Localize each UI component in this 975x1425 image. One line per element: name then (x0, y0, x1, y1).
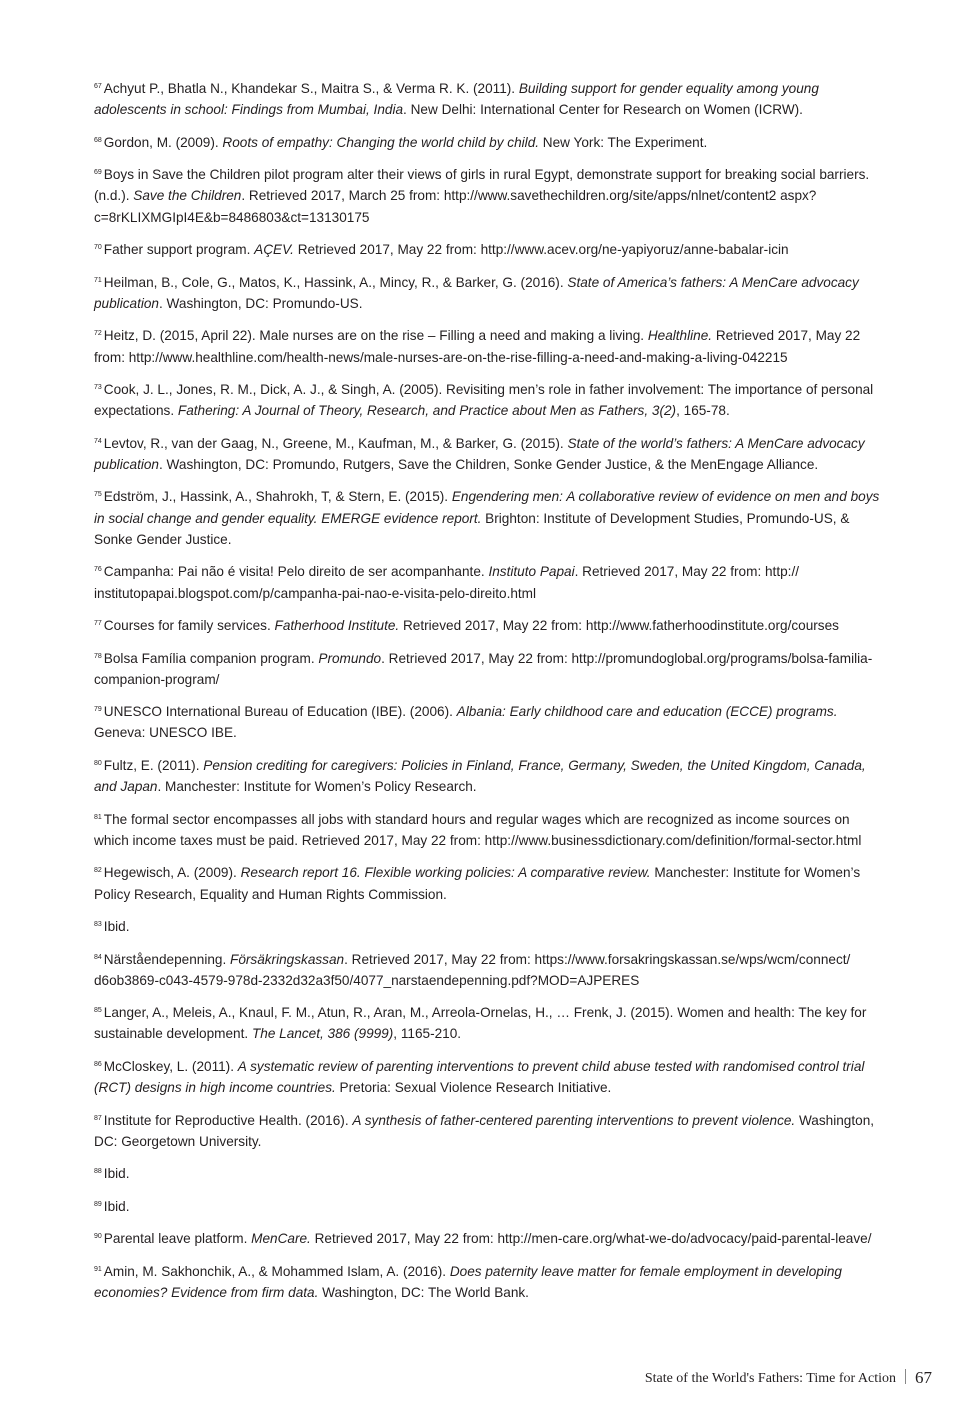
reference-text: Manchester: Institute for Women’s Policy Research, Equality and Human Rights Commission. (94, 865, 861, 902)
reference-text: Retrieved 2017, May 22 from: http://www.acev.org/ne-yapiyoruz/anne-babalar-icin (293, 242, 789, 258)
reference-text: Courses for family services. (103, 618, 275, 634)
reference-text: Brighton: Institute of Development Studies, Promundo-US, & Sonke Gender Justice. (94, 510, 850, 547)
reference-title: Instituto Papai (488, 564, 575, 580)
footnote-number: 78 (94, 652, 102, 660)
reference-item (94, 1196, 884, 1217)
reference-text: Edström, J., Hassink, A., Shahrokh, T, & Stern, E. (2015). (103, 489, 452, 505)
reference-title: The Lancet, 386 (9999) (251, 1026, 394, 1042)
reference-text: Geneva: UNESCO IBE. (94, 725, 237, 741)
reference-title: Promundo (318, 650, 382, 666)
reference-item (94, 239, 884, 260)
reference-title: MenCare. (251, 1231, 311, 1247)
page-footer (560, 1368, 932, 1388)
footnote-number: 86 (94, 1060, 102, 1068)
footnote-number: 72 (94, 330, 102, 338)
reference-text: Heitz, D. (2015, April 22). Male nurses are on the rise – Filling a need and making a living. (103, 328, 648, 344)
reference-text: . Washington, DC: Promundo-US. (159, 295, 363, 311)
reference-title: Fathering: A Journal of Theory, Research, and Practice about Men as Fathers, 3(2) (177, 403, 677, 419)
reference-text: Hegewisch, A. (2009). (103, 865, 241, 881)
reference-text: . New Delhi: International Center for Research on Women (ICRW). (403, 102, 803, 118)
footnote-number: 77 (94, 620, 102, 628)
reference-item (94, 862, 884, 904)
reference-item (94, 949, 884, 991)
footnote-number: 74 (94, 437, 102, 445)
footnote-number: 82 (94, 867, 102, 875)
reference-text: Washington, DC: Georgetown University. (94, 1112, 875, 1149)
reference-text: Ibid. (103, 919, 130, 935)
reference-text: Ibid. (103, 1166, 130, 1182)
footnote-number: 71 (94, 276, 102, 284)
reference-item (94, 325, 884, 367)
reference-item (94, 755, 884, 797)
footnote-number: 85 (94, 1007, 102, 1015)
reference-text: New York: The Experiment. (539, 134, 708, 150)
footer-divider (905, 1369, 906, 1384)
reference-item (94, 272, 884, 314)
reference-item (94, 1228, 884, 1249)
footnote-number: 76 (94, 566, 102, 574)
reference-item (94, 164, 884, 228)
reference-item (94, 1002, 884, 1044)
reference-text: . Washington, DC: Promundo, Rutgers, Save the Children, Sonke Gender Justice, & the MenEngage Alliance. (159, 456, 819, 472)
reference-text: . Retrieved 2017, March 25 from: http://www.savethechildren.org/site/apps/nlnet/content2 aspx?c=8rKLIXMGIpI4E&b=8486803&ct=13130175 (94, 188, 817, 225)
reference-item (94, 561, 884, 603)
page-number: 67 (915, 1368, 932, 1387)
reference-title: Engendering men: A collaborative review of evidence on men and boys in social change and gender equality. EMERGE evidence report. (94, 489, 880, 526)
reference-item (94, 486, 884, 550)
reference-title: Albania: Early childhood care and education (ECCE) programs. (456, 704, 838, 720)
reference-text: Heilman, B., Cole, G., Matos, K., Hassink, A., Mincy, R., & Barker, G. (2016). (103, 274, 568, 290)
footnote-number: 83 (94, 921, 102, 929)
reference-text: Achyut P., Bhatla N., Khandekar S., Maitra S., & Verma R. K. (2011). (103, 81, 519, 96)
reference-title: Roots of empathy: Changing the world child by child. (222, 134, 540, 150)
reference-title: Fatherhood Institute. (274, 618, 400, 634)
reference-item (94, 433, 884, 475)
footnote-number: 80 (94, 759, 102, 767)
reference-text: Campanha: Pai não é visita! Pelo direito de ser acompanhante. (103, 564, 489, 580)
reference-text: The formal sector encompasses all jobs with standard hours and regular wages which are recognized as income sources on which income taxes must be paid. Retrieved 2017, May 22 from: http://www.businessdictionary.com/definition/formal-sector.html (94, 811, 862, 848)
reference-text: Institute for Reproductive Health. (2016). (103, 1112, 353, 1128)
reference-text: Levtov, R., van der Gaag, N., Greene, M., Kaufman, M., & Barker, G. (2015). (103, 435, 568, 451)
reference-text: . Manchester: Institute for Women’s Policy Research. (157, 779, 477, 795)
footnote-number: 90 (94, 1233, 102, 1241)
footnote-number: 70 (94, 244, 102, 252)
footer-title: State of the World's Fathers: Time for Action (644, 1371, 896, 1386)
reference-title: AÇEV. (254, 242, 294, 258)
reference-text: Gordon, M. (2009). (103, 134, 223, 150)
reference-title: State of the world’s fathers: A MenCare advocacy publication (94, 435, 865, 472)
footnote-number: 81 (94, 813, 102, 821)
footnote-number: 75 (94, 491, 102, 499)
reference-text: UNESCO International Bureau of Education (IBE). (2006). (103, 704, 457, 720)
reference-text: Amin, M. Sakhonchik, A., & Mohammed Islam, A. (2016). (103, 1263, 450, 1279)
footnote-number: 88 (94, 1168, 102, 1176)
reference-text: Father support program. (103, 242, 255, 258)
reference-item (94, 809, 884, 851)
reference-title: Healthline. (647, 328, 713, 344)
reference-text: McCloskey, L. (2011). (103, 1058, 238, 1074)
footnote-number: 84 (94, 953, 102, 961)
reference-title: Research report 16. Flexible working policies: A comparative review. (240, 865, 651, 881)
reference-text: Ibid. (103, 1198, 130, 1214)
footnote-number: 68 (94, 136, 102, 144)
reference-text: Boys in Save the Children pilot program alter their views of girls in rural Egypt, demonstrate support for breaking social barriers. (n.d.). (94, 167, 870, 204)
reference-item (94, 379, 884, 421)
reference-text: Pretoria: Sexual Violence Research Initiative. (335, 1080, 612, 1096)
reference-item (94, 1110, 884, 1152)
reference-text: Bolsa Família companion program. (103, 650, 319, 666)
footnote-number: 73 (94, 384, 102, 392)
reference-text: Washington, DC: The World Bank. (318, 1285, 529, 1301)
reference-item (94, 78, 884, 120)
reference-item (94, 132, 884, 153)
reference-title: Does paternity leave matter for female employment in developing economies? Evidence from firm data. (94, 1263, 842, 1301)
reference-text: , 1165-210. (393, 1026, 462, 1042)
reference-item (94, 648, 884, 690)
reference-item (94, 1163, 884, 1184)
footnote-number: 89 (94, 1200, 102, 1208)
reference-text: , 165-78. (676, 403, 730, 419)
reference-text: . Retrieved 2017, May 22 from: http://promundoglobal.org/programs/bolsa-familia-companion-program/ (94, 650, 873, 687)
reference-text: Langer, A., Meleis, A., Knaul, F. M., Atun, R., Aran, M., Arreola-Ornelas, H., … Frenk, J. (2015). Women and health: The key for sustainable development. (94, 1005, 867, 1042)
reference-title: Save the Children (133, 188, 242, 204)
reference-title: Försäkringskassan (230, 951, 345, 967)
footnote-number: 69 (94, 169, 102, 177)
reference-text: . Retrieved 2017, May 22 from: http:// institutopapai.blogspot.com/p/campanha-pai-nao-e-visita-pelo-direito.html (94, 564, 799, 601)
reference-title: State of America’s fathers: A MenCare advocacy publication (94, 274, 859, 311)
reference-title: A systematic review of parenting interventions to prevent child abuse tested with randomised control trial (RCT) designs in high income countries. (94, 1058, 865, 1096)
reference-title: A synthesis of father-centered parenting interventions to prevent violence. (352, 1112, 796, 1128)
reference-text: Retrieved 2017, May 22 from: http://men-care.org/what-we-do/advocacy/paid-parental-leave/ (310, 1231, 872, 1247)
reference-title: Building support for gender equality among young adolescents in school: Findings from Mumbai, India (94, 81, 819, 118)
reference-text: Närståendepenning. (103, 951, 231, 967)
reference-title: Pension crediting for caregivers: Policies in Finland, France, Germany, Sweden, the United Kingdom, Canada, and Japan (94, 757, 866, 795)
footnote-number: 67 (94, 83, 102, 90)
footnote-number: 91 (94, 1265, 102, 1273)
footnote-number: 79 (94, 706, 102, 714)
footnote-number: 87 (94, 1114, 102, 1122)
reference-text: . Retrieved 2017, May 22 from: https://www.forsakringskassan.se/wps/wcm/connect/ d6ob3869-c043-4579-978d-2332d32a3f50/4077_narstaendepenning.pdf?MOD=AJPERES (94, 951, 851, 988)
reference-item (94, 615, 884, 636)
reference-text: Parental leave platform. (103, 1231, 252, 1247)
reference-item (94, 916, 884, 937)
reference-item (94, 1056, 884, 1098)
reference-text: Fultz, E. (2011). (103, 757, 204, 773)
reference-text: Cook, J. L., Jones, R. M., Dick, A. J., & Singh, A. (2005). Revisiting men’s role in father involvement: The importance of personal expectations. (94, 382, 874, 419)
reference-text: Retrieved 2017, May 22 from: http://www.healthline.com/health-news/male-nurses-are-on-the-rise-filling-a-need-and-making-a-living-042215 (94, 328, 861, 365)
reference-item (94, 1261, 884, 1303)
reference-item (94, 701, 884, 743)
references-list (94, 78, 884, 1315)
reference-text: Retrieved 2017, May 22 from: http://www.fatherhoodinstitute.org/courses (399, 618, 839, 634)
